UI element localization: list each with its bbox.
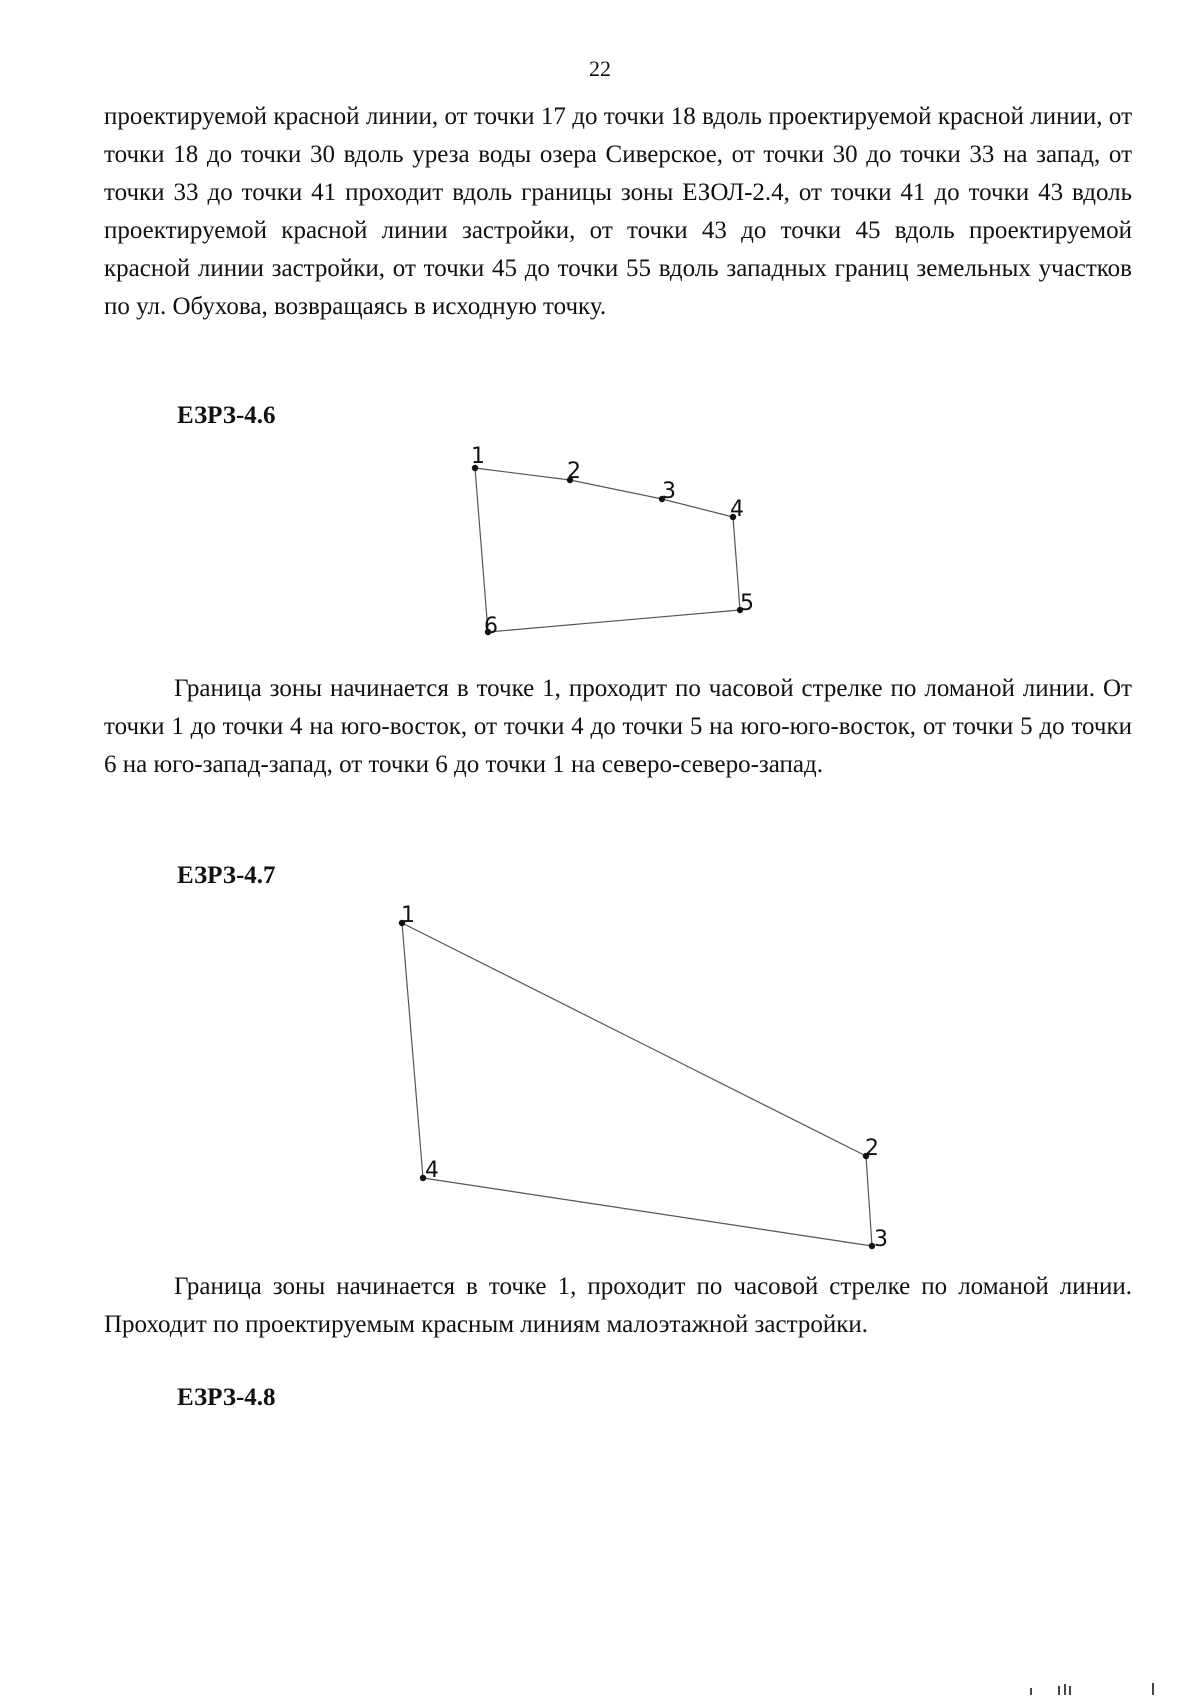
zone-4-7-edge-3-4 [423,1178,872,1246]
zone-4-6-label-5: 5 [740,591,754,616]
zone-4-6-label-2: 2 [567,459,581,484]
intro-paragraph: проектируемой красной линии, от точки 17 до точки 18 вдоль проектируемой красной линии, от точки 18 до точки 30 вдоль уреза воды озера Сиверское, от точки 30 до точки 33 на запад, от точки 33 до точки 41 проходит вдоль границы зоны ЕЗОЛ-2.4, от точки 41 до точки 43 вдоль проектируемой красной линии застройки, от точки 43 до точки 45 вдоль проектируемой красной линии застройки, от точки 45 до точки 55 вдоль западных границ земельных участков по ул. Обухова, возвращаясь в исходную точку. [104,103,1132,320]
zone-4-7-label-2: 2 [865,1136,879,1161]
zone-heading-4-8: ЕЗРЗ-4.8 [177,1384,276,1411]
zone-4-7-label-1: 1 [401,903,415,928]
zone-4-7-edge-4-1 [402,923,423,1178]
zone-4-7-edge-2-3 [866,1156,872,1246]
zone-4-6-label-6: 6 [484,614,498,639]
zone-heading-4-6: ЕЗРЗ-4.6 [177,402,276,429]
zone-4-7-description: Граница зоны начинается в точке 1, проходит по часовой стрелке по ломаной линии. Проходит по проектируемым красным линиям малоэтажной застройки. [104,1273,1132,1338]
zone-4-6-label-3: 3 [662,479,676,504]
zone-heading-4-7: ЕЗРЗ-4.7 [177,862,276,889]
page-number: 22 [589,56,611,81]
scan-artifact-marks [1030,1681,1180,1695]
zone-4-7-edge-1-2 [402,923,866,1156]
zone-4-7-label-4: 4 [425,1158,439,1183]
zone-4-7-label-3: 3 [874,1227,888,1252]
zone-4-6-label-4: 4 [730,497,744,522]
zone-4-6-description: Граница зоны начинается в точке 1, проходит по часовой стрелке по ломаной линии. От точки 1 до точки 4 на юго-восток, от точки 4 до точки 5 на юго-юго-восток, от точки 5 до точки 6 на юго-запад-запад, от точки 6 до точки 1 на северо-северо-запад. [104,675,1132,778]
zone-4-7-boundary [402,923,872,1246]
zone-4-6-label-1: 1 [471,444,485,469]
